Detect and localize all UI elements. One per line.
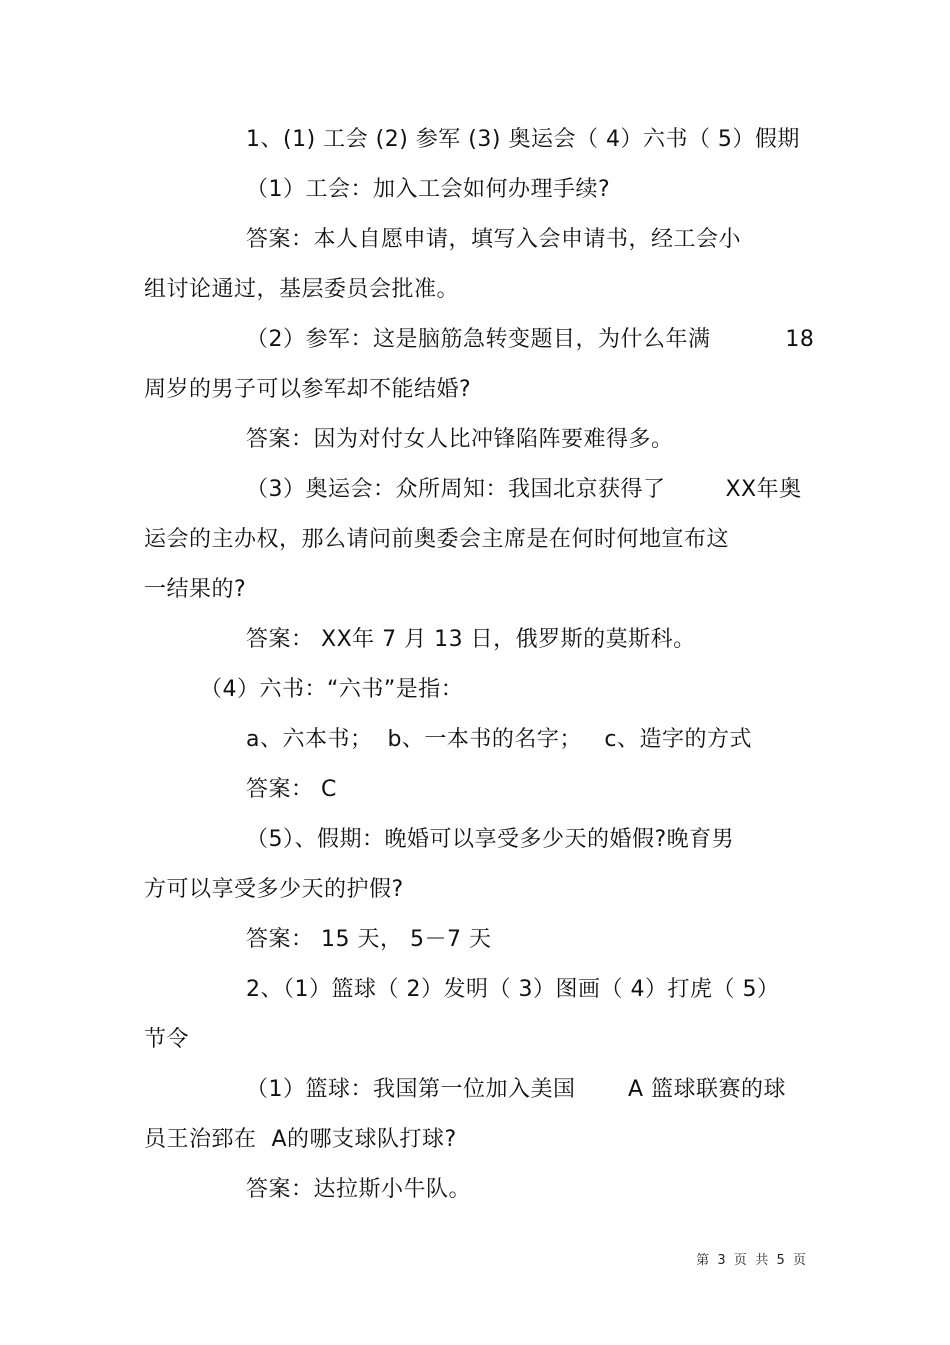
question-1-3-line-1: （3）奥运会：众所周知：我国北京获得了 XX年奥 bbox=[246, 477, 802, 502]
page-footer: 第 3 页 共 5 页 bbox=[696, 1253, 806, 1268]
question-1-2-line-1: （2）参军：这是脑筋急转变题目，为什么年满 18 bbox=[246, 327, 815, 352]
answer-1-4: 答案： C bbox=[246, 777, 337, 802]
question-1-5-line-1: （5）、假期：晚婚可以享受多少天的婚假?晚育男 bbox=[246, 827, 735, 852]
answer-1-1-line-2: 组讨论通过，基层委员会批准。 bbox=[144, 277, 460, 302]
section-2-heading-line-2: 节令 bbox=[144, 1027, 190, 1052]
question-1-5-line-2: 方可以享受多少天的护假? bbox=[144, 877, 404, 902]
question-1-4-options: a、六本书； b、一本书的名字； c、造字的方式 bbox=[246, 727, 753, 752]
question-2-1-line-2: 员王治郅在 A的哪支球队打球? bbox=[144, 1127, 457, 1152]
question-1-2-line-2: 周岁的男子可以参军却不能结婚? bbox=[144, 377, 472, 402]
answer-1-2: 答案：因为对付女人比冲锋陷阵要难得多。 bbox=[246, 427, 674, 452]
section-2-heading-line-1: 2、（1）篮球（ 2）发明（ 3）图画（ 4）打虎（ 5） bbox=[246, 977, 780, 1002]
question-1-3-line-2: 运会的主办权，那么请问前奥委会主席是在何时何地宣布这 bbox=[144, 527, 730, 552]
answer-1-1-line-1: 答案：本人自愿申请，填写入会申请书，经工会小 bbox=[246, 227, 742, 252]
answer-2-1: 答案：达拉斯小牛队。 bbox=[246, 1177, 472, 1202]
answer-1-3: 答案： XX年 7 月 13 日，俄罗斯的莫斯科。 bbox=[246, 627, 696, 652]
question-1-1: （1）工会：加入工会如何办理手续? bbox=[246, 177, 611, 202]
section-1-heading: 1、(1) 工会 (2) 参军 (3) 奥运会（ 4）六书（ 5）假期 bbox=[246, 127, 800, 152]
question-1-4: （4）六书：“六书”是指： bbox=[200, 677, 464, 702]
answer-1-5: 答案： 15 天， 5－7 天 bbox=[246, 927, 492, 952]
question-2-1-line-1: （1）篮球：我国第一位加入美国 A 篮球联赛的球 bbox=[246, 1077, 786, 1102]
question-1-3-line-3: 一结果的? bbox=[144, 577, 247, 602]
